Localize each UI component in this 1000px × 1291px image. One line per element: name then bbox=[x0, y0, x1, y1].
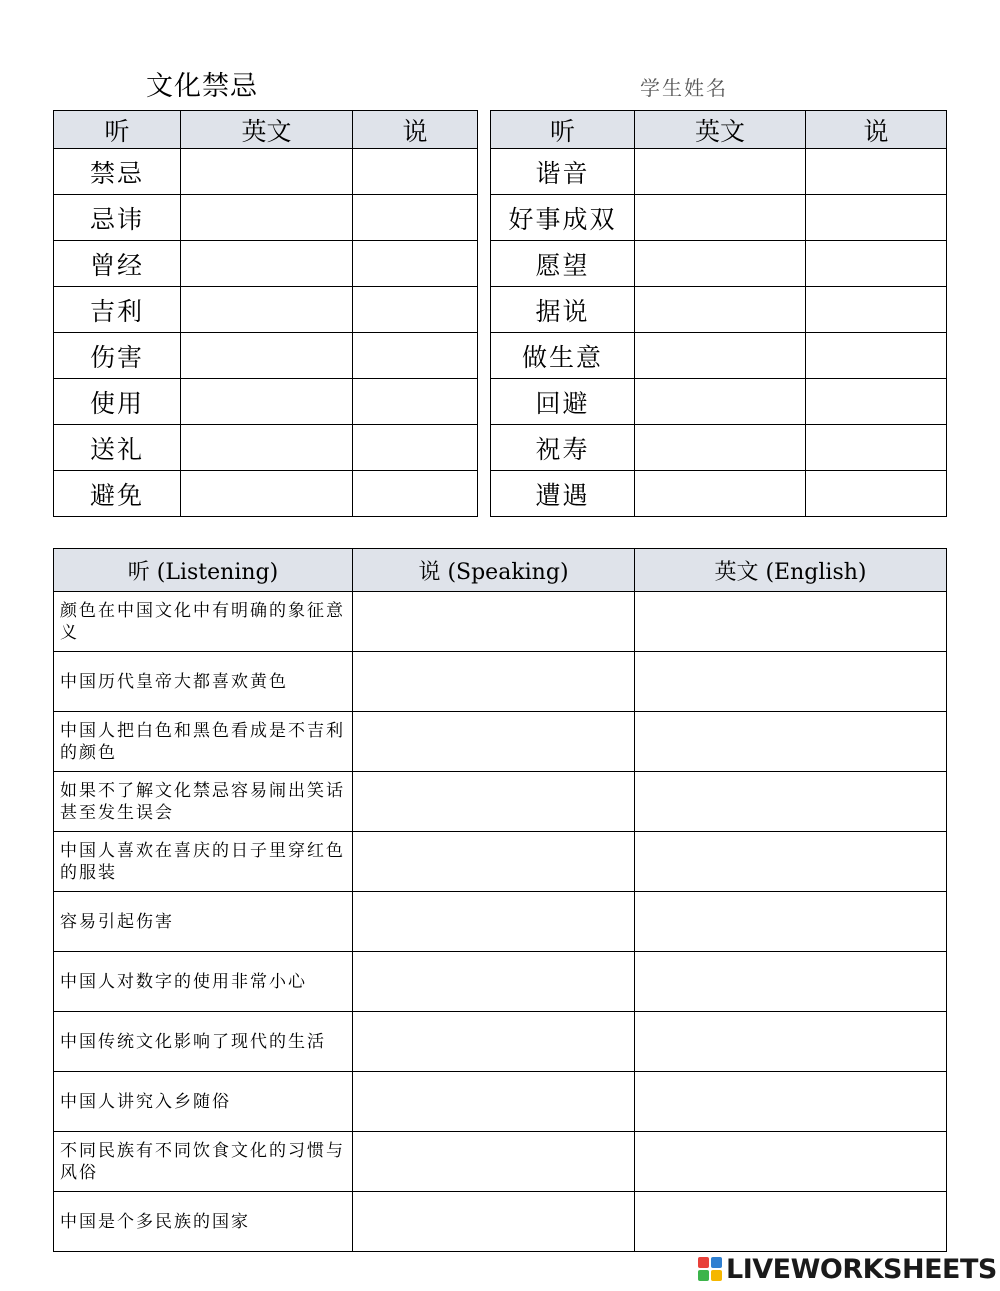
speaking-cell[interactable] bbox=[353, 1132, 635, 1192]
vocab-row bbox=[491, 241, 947, 287]
english-answer-cell[interactable] bbox=[635, 287, 806, 333]
speak-cell[interactable] bbox=[806, 425, 947, 471]
sentence-text[interactable]: 中国人讲究入乡随俗 bbox=[54, 1072, 353, 1132]
speak-cell[interactable] bbox=[353, 287, 478, 333]
speaking-cell[interactable] bbox=[353, 832, 635, 892]
speaking-cell[interactable] bbox=[353, 652, 635, 712]
vocab-header-row bbox=[491, 111, 947, 149]
header-listen: 听 bbox=[54, 111, 181, 149]
english-answer-cell[interactable] bbox=[635, 952, 947, 1012]
english-answer-cell[interactable] bbox=[181, 425, 353, 471]
sentence-text[interactable]: 中国历代皇帝大都喜欢黄色 bbox=[54, 652, 353, 712]
header-speaking: 说 (Speaking) bbox=[353, 549, 635, 592]
english-answer-cell[interactable] bbox=[635, 195, 806, 241]
english-answer-cell[interactable] bbox=[181, 149, 353, 195]
english-answer-cell[interactable] bbox=[635, 772, 947, 832]
vocab-row bbox=[491, 471, 947, 517]
sentence-text[interactable]: 容易引起伤害 bbox=[54, 892, 353, 952]
english-answer-cell[interactable] bbox=[635, 379, 806, 425]
vocab-row bbox=[491, 287, 947, 333]
speak-cell[interactable] bbox=[806, 333, 947, 379]
english-answer-cell[interactable] bbox=[181, 241, 353, 287]
english-answer-cell[interactable] bbox=[635, 241, 806, 287]
vocab-table-right bbox=[490, 110, 947, 517]
english-answer-cell[interactable] bbox=[635, 712, 947, 772]
vocab-word[interactable]: 送礼 bbox=[54, 425, 181, 471]
vocab-row bbox=[54, 379, 478, 425]
vocab-word[interactable]: 伤害 bbox=[54, 333, 181, 379]
vocab-word[interactable]: 据说 bbox=[491, 287, 635, 333]
speak-cell[interactable] bbox=[353, 471, 478, 517]
speak-cell[interactable] bbox=[353, 195, 478, 241]
speak-cell[interactable] bbox=[806, 287, 947, 333]
speak-cell[interactable] bbox=[806, 471, 947, 517]
sentence-row bbox=[54, 652, 947, 712]
english-answer-cell[interactable] bbox=[635, 1132, 947, 1192]
english-answer-cell[interactable] bbox=[635, 832, 947, 892]
speaking-cell[interactable] bbox=[353, 1012, 635, 1072]
speak-cell[interactable] bbox=[806, 149, 947, 195]
logo-text: LIVEWORKSHEETS bbox=[726, 1253, 997, 1285]
sentence-text[interactable]: 如果不了解文化禁忌容易闹出笑话甚至发生误会 bbox=[54, 772, 353, 832]
sentence-row bbox=[54, 712, 947, 772]
header-speak: 说 bbox=[806, 111, 947, 149]
liveworksheets-logo bbox=[698, 1254, 997, 1284]
vocab-row bbox=[491, 149, 947, 195]
english-answer-cell[interactable] bbox=[635, 1192, 947, 1252]
sentence-header-row bbox=[54, 549, 947, 592]
vocab-word[interactable]: 曾经 bbox=[54, 241, 181, 287]
speaking-cell[interactable] bbox=[353, 892, 635, 952]
logo-squares-icon bbox=[698, 1257, 722, 1281]
english-answer-cell[interactable] bbox=[635, 425, 806, 471]
speaking-cell[interactable] bbox=[353, 772, 635, 832]
vocab-row bbox=[491, 425, 947, 471]
sentence-text[interactable]: 不同民族有不同饮食文化的习惯与风俗 bbox=[54, 1132, 353, 1192]
header-english: 英文 bbox=[181, 111, 353, 149]
header-listening: 听 (Listening) bbox=[54, 549, 353, 592]
vocab-word[interactable]: 避免 bbox=[54, 471, 181, 517]
english-answer-cell[interactable] bbox=[181, 379, 353, 425]
vocab-word[interactable]: 做生意 bbox=[491, 333, 635, 379]
vocab-word[interactable]: 回避 bbox=[491, 379, 635, 425]
sentence-text[interactable]: 中国传统文化影响了现代的生活 bbox=[54, 1012, 353, 1072]
sentence-row bbox=[54, 952, 947, 1012]
speak-cell[interactable] bbox=[353, 425, 478, 471]
english-answer-cell[interactable] bbox=[181, 287, 353, 333]
header-listen: 听 bbox=[491, 111, 635, 149]
header-english: 英文 bbox=[635, 111, 806, 149]
speaking-cell[interactable] bbox=[353, 1192, 635, 1252]
vocab-row bbox=[54, 333, 478, 379]
vocab-row bbox=[54, 425, 478, 471]
english-answer-cell[interactable] bbox=[635, 1072, 947, 1132]
vocab-header-row bbox=[54, 111, 478, 149]
speaking-cell[interactable] bbox=[353, 952, 635, 1012]
speaking-cell[interactable] bbox=[353, 592, 635, 652]
header-speak: 说 bbox=[353, 111, 478, 149]
sentence-row bbox=[54, 772, 947, 832]
worksheet-title: 文化禁忌 bbox=[146, 71, 258, 102]
speak-cell[interactable] bbox=[353, 379, 478, 425]
english-answer-cell[interactable] bbox=[635, 333, 806, 379]
speak-cell[interactable] bbox=[353, 149, 478, 195]
english-answer-cell[interactable] bbox=[635, 1012, 947, 1072]
logo-square-yellow bbox=[711, 1270, 722, 1281]
vocab-row bbox=[491, 379, 947, 425]
student-name-label: 学生姓名 bbox=[640, 76, 728, 100]
vocab-word[interactable]: 忌讳 bbox=[54, 195, 181, 241]
vocab-row bbox=[54, 471, 478, 517]
english-answer-cell[interactable] bbox=[181, 471, 353, 517]
english-answer-cell[interactable] bbox=[635, 652, 947, 712]
vocab-word[interactable]: 遭遇 bbox=[491, 471, 635, 517]
vocab-word[interactable]: 谐音 bbox=[491, 149, 635, 195]
speaking-cell[interactable] bbox=[353, 712, 635, 772]
sentence-row bbox=[54, 1012, 947, 1072]
sentence-table bbox=[53, 548, 947, 1252]
sentence-row bbox=[54, 892, 947, 952]
sentence-row bbox=[54, 592, 947, 652]
vocab-word[interactable]: 吉利 bbox=[54, 287, 181, 333]
vocab-word[interactable]: 好事成双 bbox=[491, 195, 635, 241]
vocab-row bbox=[54, 195, 478, 241]
speak-cell[interactable] bbox=[806, 241, 947, 287]
logo-square-blue bbox=[711, 1257, 722, 1268]
logo-square-green bbox=[698, 1270, 709, 1281]
speak-cell[interactable] bbox=[353, 241, 478, 287]
english-answer-cell[interactable] bbox=[635, 592, 947, 652]
sentence-text[interactable]: 中国人对数字的使用非常小心 bbox=[54, 952, 353, 1012]
english-answer-cell[interactable] bbox=[635, 471, 806, 517]
vocab-row bbox=[54, 241, 478, 287]
sentence-text[interactable]: 中国人把白色和黑色看成是不吉利的颜色 bbox=[54, 712, 353, 772]
vocab-row bbox=[54, 149, 478, 195]
speak-cell[interactable] bbox=[806, 195, 947, 241]
sentence-row bbox=[54, 832, 947, 892]
vocab-word[interactable]: 禁忌 bbox=[54, 149, 181, 195]
english-answer-cell[interactable] bbox=[181, 333, 353, 379]
sentence-row bbox=[54, 1132, 947, 1192]
vocab-word[interactable]: 祝寿 bbox=[491, 425, 635, 471]
vocab-row bbox=[491, 195, 947, 241]
english-answer-cell[interactable] bbox=[181, 195, 353, 241]
speak-cell[interactable] bbox=[806, 379, 947, 425]
sentence-text[interactable]: 中国人喜欢在喜庆的日子里穿红色的服装 bbox=[54, 832, 353, 892]
vocab-row bbox=[491, 333, 947, 379]
sentence-row bbox=[54, 1072, 947, 1132]
english-answer-cell[interactable] bbox=[635, 892, 947, 952]
vocab-table-left bbox=[53, 110, 478, 517]
vocab-word[interactable]: 使用 bbox=[54, 379, 181, 425]
sentence-text[interactable]: 颜色在中国文化中有明确的象征意义 bbox=[54, 592, 353, 652]
english-answer-cell[interactable] bbox=[635, 149, 806, 195]
header-english: 英文 (English) bbox=[635, 549, 947, 592]
vocab-word[interactable]: 愿望 bbox=[491, 241, 635, 287]
speak-cell[interactable] bbox=[353, 333, 478, 379]
sentence-row bbox=[54, 1192, 947, 1252]
logo-square-red bbox=[698, 1257, 709, 1268]
vocab-row bbox=[54, 287, 478, 333]
sentence-text[interactable]: 中国是个多民族的国家 bbox=[54, 1192, 353, 1252]
speaking-cell[interactable] bbox=[353, 1072, 635, 1132]
